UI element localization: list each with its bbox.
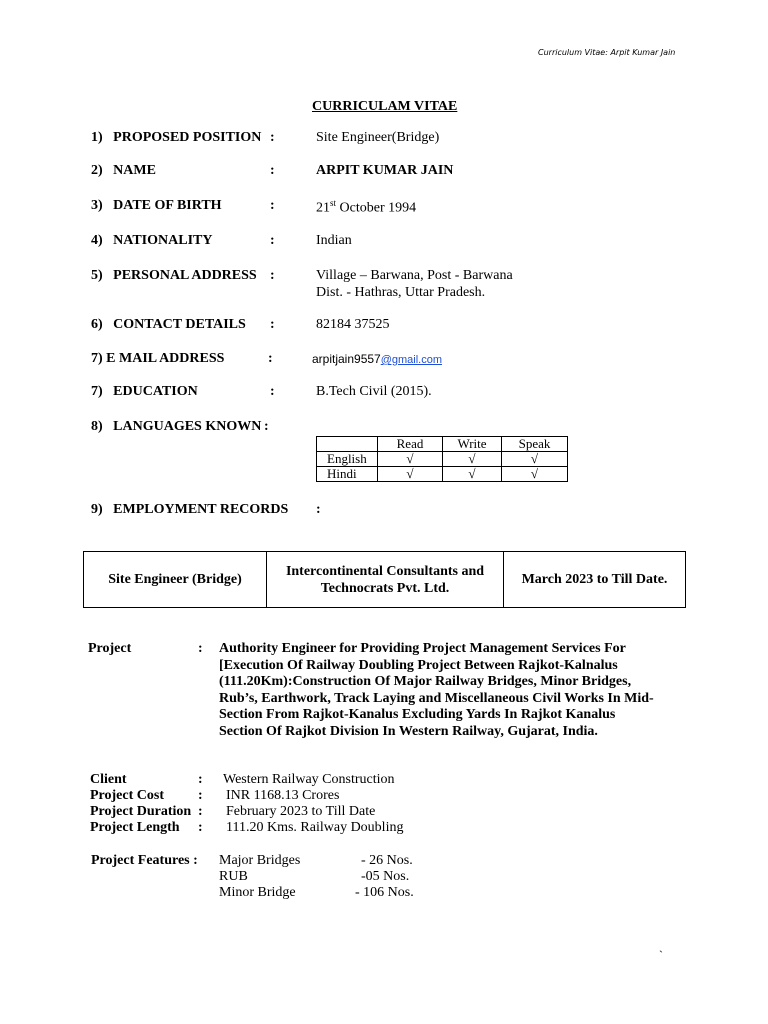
lang-speak: √ <box>502 467 568 482</box>
detail-label-length: Project Length <box>90 820 180 835</box>
sep-education: : <box>270 384 275 399</box>
feature-name: RUB <box>219 869 248 884</box>
label-name: 2) NAME <box>91 163 156 178</box>
feature-count: - 106 Nos. <box>355 885 414 900</box>
employment-position: Site Engineer (Bridge) <box>84 552 267 607</box>
lang-write: √ <box>443 467 502 482</box>
sep-email: : <box>268 351 273 366</box>
footer-mark: ` <box>659 948 663 962</box>
detail-label-client: Client <box>90 772 127 787</box>
dob-day: 21 <box>316 200 330 216</box>
feature-count: -05 Nos. <box>361 869 410 884</box>
employment-table <box>83 551 686 608</box>
detail-sep-length: : <box>198 820 203 835</box>
label-date-of-birth: 3) DATE OF BIRTH <box>91 198 222 213</box>
company-line1: Intercontinental Consultants and <box>285 563 485 579</box>
value-email <box>312 352 442 368</box>
value-education: B.Tech Civil (2015). <box>316 384 432 399</box>
running-header: Curriculum Vitae: Arpit Kumar Jain <box>538 48 676 57</box>
lang-header-speak: Speak <box>502 437 568 452</box>
value-address-line1: Village – Barwana, Post - Barwana <box>316 268 513 283</box>
label-nationality: 4) NATIONALITY <box>91 233 213 248</box>
sep-proposed-position: : <box>270 130 275 145</box>
company-line2: Technocrats Pvt. Ltd. <box>320 580 450 596</box>
sep-employment-records: : <box>316 502 321 517</box>
lang-name: English <box>317 452 378 467</box>
value-contact-details: 82184 37525 <box>316 317 390 332</box>
email-user: arpitjain9557 <box>312 352 381 366</box>
label-languages-known: 8) LANGUAGES KNOWN <box>91 419 262 434</box>
project-description: Authority Engineer for Providing Project Management Services For [Execution Of Railway Doubling Project Between Rajkot-Kalnalus (111.20Km):Construction Of Major Railway Bridges, Minor Bridges, Rub’s, Earthwork, Track Laying and Miscellaneous Civil Works In Mid-Section From Rajkot-Kanalus Excluding Yards In Rajkot Kanalus Section Of Rajkot Division In Western Railway, Gujarat, India. <box>219 641 654 739</box>
languages-table <box>316 436 568 482</box>
sep-languages-known: : <box>264 419 269 434</box>
value-address-line2: Dist. - Hathras, Uttar Pradesh. <box>316 285 486 300</box>
lang-speak: √ <box>502 452 568 467</box>
lang-header-write: Write <box>443 437 502 452</box>
detail-sep-cost: : <box>198 788 203 803</box>
lang-read: √ <box>378 467 443 482</box>
employment-company <box>267 552 504 607</box>
label-personal-address: 5) PERSONAL ADDRESS <box>91 268 257 283</box>
label-education: 7) EDUCATION <box>91 384 198 399</box>
detail-label-duration: Project Duration <box>90 804 192 819</box>
detail-value-duration: February 2023 to Till Date <box>226 804 376 819</box>
feature-count: - 26 Nos. <box>361 853 413 868</box>
detail-value-length: 111.20 Kms. Railway Doubling <box>226 820 404 835</box>
feature-name: Minor Bridge <box>219 885 296 900</box>
document-title: CURRICULAM VITAE <box>312 99 458 114</box>
employment-company-text <box>286 563 484 597</box>
value-name: ARPIT KUMAR JAIN <box>316 163 454 178</box>
lang-header-blank <box>317 437 378 452</box>
lang-write: √ <box>443 452 502 467</box>
sep-nationality: : <box>270 233 275 248</box>
sep-personal-address: : <box>270 268 275 283</box>
label-employment-records: 9) EMPLOYMENT RECORDS <box>91 502 289 517</box>
detail-label-cost: Project Cost <box>90 788 164 803</box>
project-sep: : <box>198 641 203 656</box>
lang-read: √ <box>378 452 443 467</box>
label-email: 7) E MAIL ADDRESS <box>91 351 225 366</box>
sep-date-of-birth: : <box>270 198 275 213</box>
email-domain-link[interactable]: @gmail.com <box>380 354 443 366</box>
lang-name: Hindi <box>317 467 378 482</box>
value-proposed-position: Site Engineer(Bridge) <box>316 130 440 145</box>
project-label: Project <box>88 641 132 656</box>
value-date-of-birth <box>316 198 416 217</box>
employment-period: March 2023 to Till Date. <box>521 572 668 587</box>
lang-header-read: Read <box>378 437 443 452</box>
detail-sep-duration: : <box>198 804 203 819</box>
feature-name: Major Bridges <box>219 853 301 868</box>
table-row <box>317 452 568 467</box>
label-contact-details: 6) CONTACT DETAILS <box>91 317 246 332</box>
features-label: Project Features : <box>91 853 198 868</box>
detail-value-cost: INR 1168.13 Crores <box>226 788 340 803</box>
sep-name: : <box>270 163 275 178</box>
sep-contact-details: : <box>270 317 275 332</box>
table-row <box>317 467 568 482</box>
languages-header-row <box>317 437 568 452</box>
detail-value-client: Western Railway Construction <box>223 772 395 787</box>
dob-day-suffix: st <box>330 198 337 208</box>
detail-sep-client: : <box>198 772 203 787</box>
dob-month-year: October 1994 <box>336 200 417 216</box>
label-proposed-position: 1) PROPOSED POSITION <box>91 130 262 145</box>
value-nationality: Indian <box>316 233 352 248</box>
